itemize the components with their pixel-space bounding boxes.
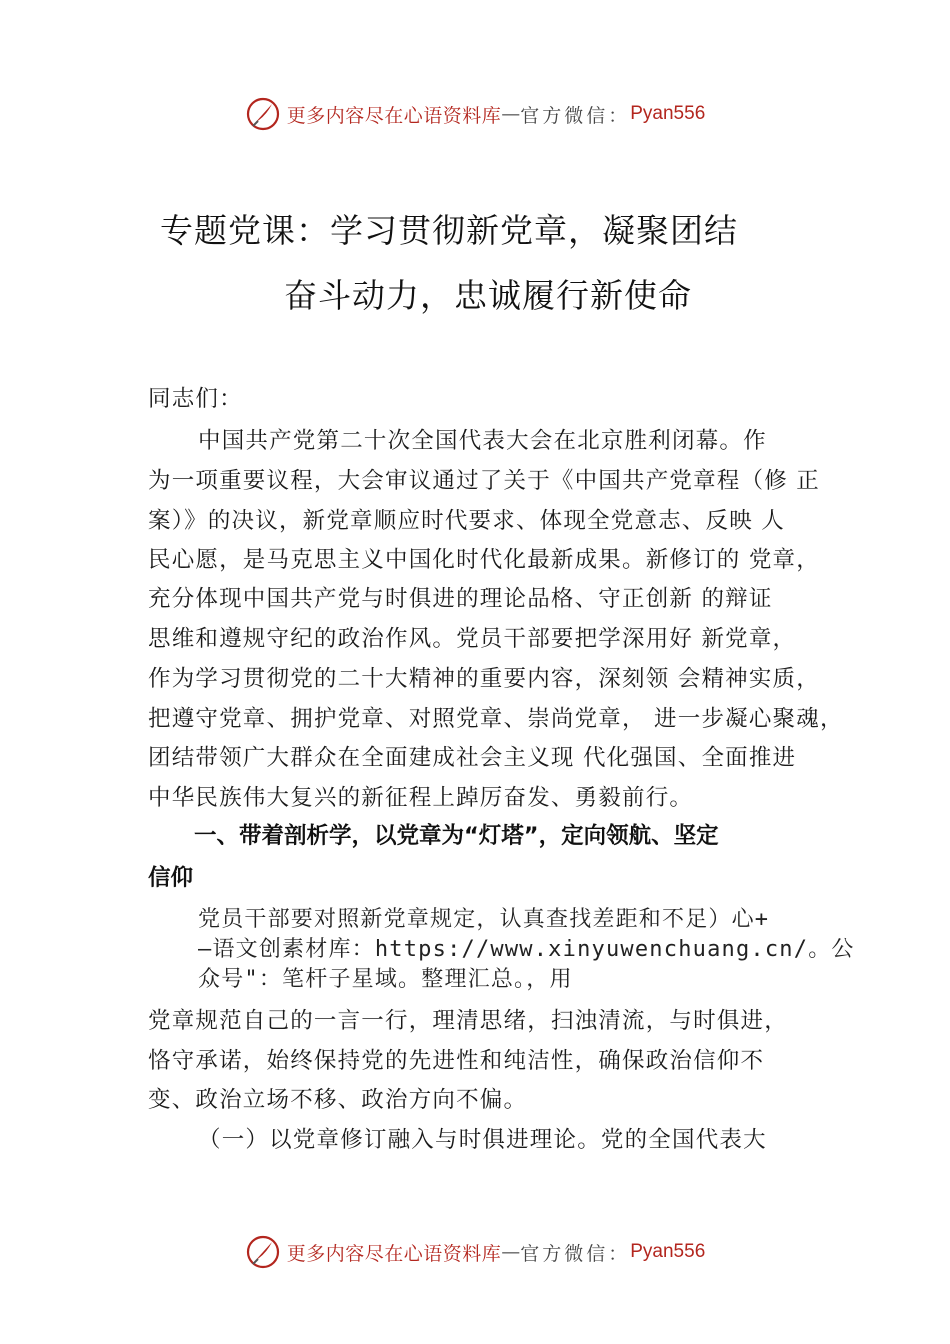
paragraph-line: （一）以党章修订融入与时俱进理论。党的全国代表大 xyxy=(198,1127,767,1153)
header-banner xyxy=(0,94,950,134)
paragraph-line: 思维和遵规守纪的政治作风。党员干部要把学深用好 新党章， xyxy=(148,626,797,652)
watermark-ad-line: 党员干部要对照新党章规定，认真查找差距和不足）心+ xyxy=(198,907,770,932)
banner-text: 更多内容尽在心语资料库 xyxy=(286,104,502,127)
paragraph-line: 团结带领广大群众在全面建成社会主义现 代化强国、全面推进 xyxy=(148,745,797,771)
paragraph-line: 变、政治立场不移、政治方向不偏。 xyxy=(148,1087,528,1113)
banner-text: 更多内容尽在心语资料库 xyxy=(286,1242,502,1265)
banner-label: 官方微信： xyxy=(520,104,631,127)
paragraph-line: 党章规范自己的一言一行，理清思绪，扫浊清流，与时俱进， xyxy=(148,1008,788,1034)
watermark-ad-line: —语文创素材库：https://www.xinyuwenchuang.cn/。公 xyxy=(198,937,855,962)
page-title-line-2: 奋斗动力，忠诚履行新使命 xyxy=(284,276,692,315)
banner-label: 官方微信： xyxy=(520,1242,631,1265)
paragraph-line: 中华民族伟大复兴的新征程上踔厉奋发、勇毅前行。 xyxy=(148,785,694,811)
paragraph-line: 恪守承诺，始终保持党的先进性和纯洁性，确保政治信仰不 xyxy=(148,1048,765,1074)
banner-separator: — xyxy=(501,103,521,125)
salutation: 同志们： xyxy=(148,386,243,412)
paragraph-line: 作为学习贯彻党的二十大精神的重要内容，深刻领 会精神实质， xyxy=(148,666,820,692)
paragraph-line: 案）》的决议，新党章顺应时代要求、体现全党意志、反映 人 xyxy=(148,508,786,534)
paragraph-line: 民心愿，是马克思主义中国化时代化最新成果。新修订的 党章， xyxy=(148,547,820,573)
watermark-ad-line: 众号"：笔杆子星域。整理汇总。，用 xyxy=(198,967,573,992)
paragraph-line: 为一项重要议程，大会审议通过了关于《中国共产党章程（修 正 xyxy=(148,468,820,494)
banner-separator: — xyxy=(501,1241,521,1263)
quill-logo-icon xyxy=(245,96,281,132)
page-title-line-1: 专题党课：学习贯彻新党章，凝聚团结 xyxy=(160,211,738,250)
section-heading-1: 一、带着剖析学，以党章为“灯塔”，定向领航、坚定 xyxy=(194,823,719,849)
paragraph-line: 中国共产党第二十次全国代表大会在北京胜利闭幕。作 xyxy=(198,428,767,454)
section-heading-1-cont: 信仰 xyxy=(148,865,194,891)
footer-banner xyxy=(0,1232,950,1272)
quill-logo-icon xyxy=(245,1234,281,1270)
paragraph-line: 把遵守党章、拥护党章、对照党章、崇尚党章， 进一步凝心聚魂， xyxy=(148,706,844,732)
paragraph-line: 充分体现中国共产党与时俱进的理论品格、守正创新 的辩证 xyxy=(148,586,773,612)
banner-wechat-id: Pyan556 xyxy=(630,1241,706,1262)
banner-wechat-id: Pyan556 xyxy=(630,103,706,124)
